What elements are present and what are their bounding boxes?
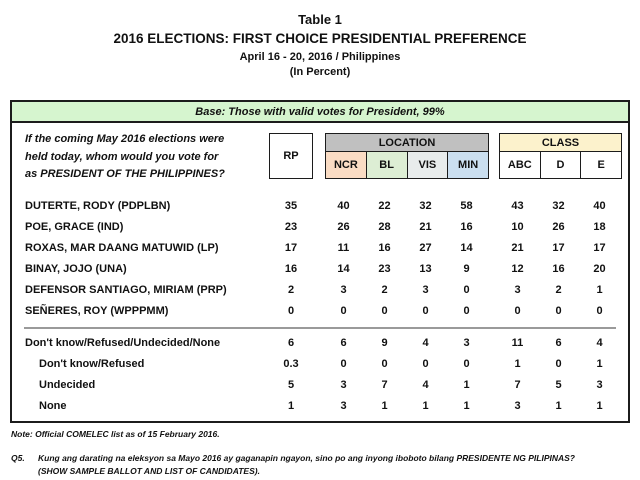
value-cell: 1 xyxy=(596,400,603,412)
stub-question-line: held today, whom would you vote for xyxy=(25,150,219,163)
column-header-ncr: NCR xyxy=(326,152,366,178)
value-cell: 0 xyxy=(381,305,388,317)
value-cell: 1 xyxy=(422,400,429,412)
value-cell: 3 xyxy=(463,337,470,349)
value-cell: 43 xyxy=(511,200,524,212)
value-cell: 7 xyxy=(381,379,388,391)
row-label: None xyxy=(39,400,67,412)
column-header-min: MIN xyxy=(447,152,488,178)
value-cell: 17 xyxy=(552,242,565,254)
table-number: Table 1 xyxy=(298,12,342,27)
value-cell: 32 xyxy=(419,200,432,212)
value-cell: 0 xyxy=(381,358,388,370)
value-cell: 26 xyxy=(337,221,350,233)
value-cell: 14 xyxy=(460,242,473,254)
value-cell: 1 xyxy=(514,358,521,370)
column-gap xyxy=(313,396,323,417)
column-header-rp: RP xyxy=(269,133,313,179)
comelec-note: Note: Official COMELEC list as of 15 February 2016. xyxy=(11,429,220,439)
value-cell: 0 xyxy=(463,284,470,296)
value-cell: 16 xyxy=(460,221,473,233)
column-gap xyxy=(313,280,323,301)
column-gap xyxy=(487,259,497,280)
column-gap xyxy=(313,238,323,259)
dont-know-rows xyxy=(12,333,628,417)
stub-question-line: If the coming May 2016 elections were xyxy=(25,133,225,145)
value-cell: 0.3 xyxy=(283,358,299,370)
column-header-d: D xyxy=(540,152,581,178)
value-cell: 0 xyxy=(463,305,470,317)
value-cell: 40 xyxy=(593,200,606,212)
value-cell: 2 xyxy=(381,284,388,296)
column-gap xyxy=(487,301,497,322)
value-cell: 3 xyxy=(340,379,347,391)
value-cell: 6 xyxy=(287,337,295,349)
location-group-header: LOCATION xyxy=(326,134,488,152)
column-header-region xyxy=(12,123,628,193)
value-cell: 17 xyxy=(284,242,298,254)
candidate-row xyxy=(12,217,628,238)
row-label: Don't know/Refused xyxy=(39,358,145,370)
value-cell: 58 xyxy=(460,200,473,212)
value-cell: 3 xyxy=(340,400,347,412)
location-subheaders xyxy=(326,152,488,178)
row-label: DUTERTE, RODY (PDPLBN) xyxy=(25,200,171,212)
stub-question xyxy=(25,131,225,184)
column-gap xyxy=(313,354,323,375)
value-cell: 0 xyxy=(555,305,562,317)
value-cell: 16 xyxy=(552,263,565,275)
value-cell: 32 xyxy=(552,200,565,212)
dont-know-row xyxy=(12,396,628,417)
row-label: Undecided xyxy=(39,379,96,391)
value-cell: 10 xyxy=(511,221,524,233)
question-footnote xyxy=(11,452,640,478)
value-cell: 2 xyxy=(287,284,295,296)
column-gap xyxy=(487,217,497,238)
value-cell: 1 xyxy=(596,358,603,370)
value-cell: 0 xyxy=(340,305,347,317)
stub-question-line: as PRESIDENT OF THE PHILIPPINES? xyxy=(25,168,225,180)
value-cell: 3 xyxy=(422,284,429,296)
row-label: SEÑERES, ROY (WPPPMM) xyxy=(25,305,169,317)
column-header-vis: VIS xyxy=(407,152,448,178)
survey-period: April 16 - 20, 2016 / Philippines xyxy=(239,51,401,63)
value-cell: 11 xyxy=(511,337,524,349)
value-cell: 12 xyxy=(511,263,524,275)
column-gap xyxy=(313,375,323,396)
value-cell: 0 xyxy=(555,358,562,370)
value-cell: 0 xyxy=(463,358,470,370)
value-cell: 0 xyxy=(422,358,429,370)
base-bar: Base: Those with valid votes for President, 99% xyxy=(12,102,628,123)
value-cell: 17 xyxy=(593,242,606,254)
dont-know-row xyxy=(12,354,628,375)
value-cell: 0 xyxy=(514,305,521,317)
question-text-line: Kung ang darating na eleksyon sa Mayo 2016 ay gaganapin ngayon, sino po ang inyong iboboto bilang PRESIDENTE NG PILIPINAS? xyxy=(38,453,575,463)
candidate-rows xyxy=(12,196,628,322)
value-cell: 28 xyxy=(378,221,391,233)
candidate-row xyxy=(12,280,628,301)
row-label: POE, GRACE (IND) xyxy=(25,221,124,233)
value-cell: 21 xyxy=(419,221,432,233)
candidate-row xyxy=(12,259,628,280)
question-text xyxy=(38,452,575,478)
value-cell: 5 xyxy=(555,379,562,391)
section-separator xyxy=(24,327,616,329)
value-cell: 23 xyxy=(378,263,391,275)
column-gap xyxy=(487,196,497,217)
column-gap xyxy=(487,238,497,259)
report-title: 2016 ELECTIONS: FIRST CHOICE PRESIDENTIAL PREFERENCE xyxy=(113,31,527,46)
data-region xyxy=(12,193,628,421)
row-label: DEFENSOR SANTIAGO, MIRIAM (PRP) xyxy=(25,284,227,296)
value-cell: 1 xyxy=(287,400,295,412)
column-gap xyxy=(313,259,323,280)
column-gap xyxy=(487,333,497,354)
dont-know-row xyxy=(12,333,628,354)
column-header-e: E xyxy=(580,152,621,178)
value-cell: 27 xyxy=(419,242,432,254)
dont-know-row xyxy=(12,375,628,396)
column-gap xyxy=(313,333,323,354)
column-gap xyxy=(313,217,323,238)
location-group xyxy=(325,133,489,179)
title-block xyxy=(0,0,640,80)
column-header-bl: BL xyxy=(366,152,407,178)
value-cell: 9 xyxy=(463,263,470,275)
value-cell: 23 xyxy=(284,221,298,233)
class-group xyxy=(499,133,622,179)
value-cell: 9 xyxy=(381,337,388,349)
row-label: ROXAS, MAR DAANG MATUWID (LP) xyxy=(25,242,219,254)
row-label: Don't know/Refused/Undecided/None xyxy=(25,337,221,349)
value-cell: 0 xyxy=(287,305,295,317)
value-cell: 0 xyxy=(422,305,429,317)
value-cell: 6 xyxy=(555,337,562,349)
candidate-row xyxy=(12,238,628,259)
column-gap xyxy=(313,196,323,217)
value-cell: 4 xyxy=(422,337,429,349)
column-gap xyxy=(487,396,497,417)
column-gap xyxy=(487,375,497,396)
value-cell: 0 xyxy=(596,305,603,317)
value-cell: 2 xyxy=(555,284,562,296)
column-gap xyxy=(487,354,497,375)
value-cell: 7 xyxy=(514,379,521,391)
candidate-row xyxy=(12,301,628,322)
column-header-abc: ABC xyxy=(500,152,540,178)
column-gap xyxy=(313,301,323,322)
row-label: BINAY, JOJO (UNA) xyxy=(25,263,127,275)
value-cell: 18 xyxy=(593,221,606,233)
class-group-header: CLASS xyxy=(500,134,621,152)
value-cell: 22 xyxy=(378,200,391,212)
class-subheaders xyxy=(500,152,621,178)
value-cell: 21 xyxy=(511,242,524,254)
value-cell: 35 xyxy=(284,200,298,212)
value-cell: 3 xyxy=(340,284,347,296)
candidate-row xyxy=(12,196,628,217)
unit-label: (In Percent) xyxy=(289,66,351,78)
value-cell: 3 xyxy=(514,284,521,296)
value-cell: 3 xyxy=(514,400,521,412)
value-cell: 6 xyxy=(340,337,347,349)
column-gap xyxy=(487,280,497,301)
value-cell: 4 xyxy=(596,337,603,349)
results-table xyxy=(10,100,630,423)
value-cell: 3 xyxy=(596,379,603,391)
value-cell: 16 xyxy=(284,263,298,275)
question-ref: Q5. xyxy=(11,453,25,463)
value-cell: 20 xyxy=(593,263,606,275)
value-cell: 40 xyxy=(337,200,350,212)
value-cell: 13 xyxy=(419,263,432,275)
value-cell: 1 xyxy=(596,284,603,296)
value-cell: 4 xyxy=(422,379,429,391)
value-cell: 14 xyxy=(337,263,350,275)
question-text-line: (SHOW SAMPLE BALLOT AND LIST OF CANDIDATES). xyxy=(38,466,260,476)
value-cell: 11 xyxy=(337,242,350,254)
value-cell: 1 xyxy=(381,400,388,412)
value-cell: 0 xyxy=(340,358,347,370)
value-cell: 5 xyxy=(287,379,295,391)
value-cell: 1 xyxy=(463,400,470,412)
value-cell: 1 xyxy=(555,400,562,412)
value-cell: 1 xyxy=(463,379,470,391)
value-cell: 26 xyxy=(552,221,565,233)
value-cell: 16 xyxy=(378,242,391,254)
